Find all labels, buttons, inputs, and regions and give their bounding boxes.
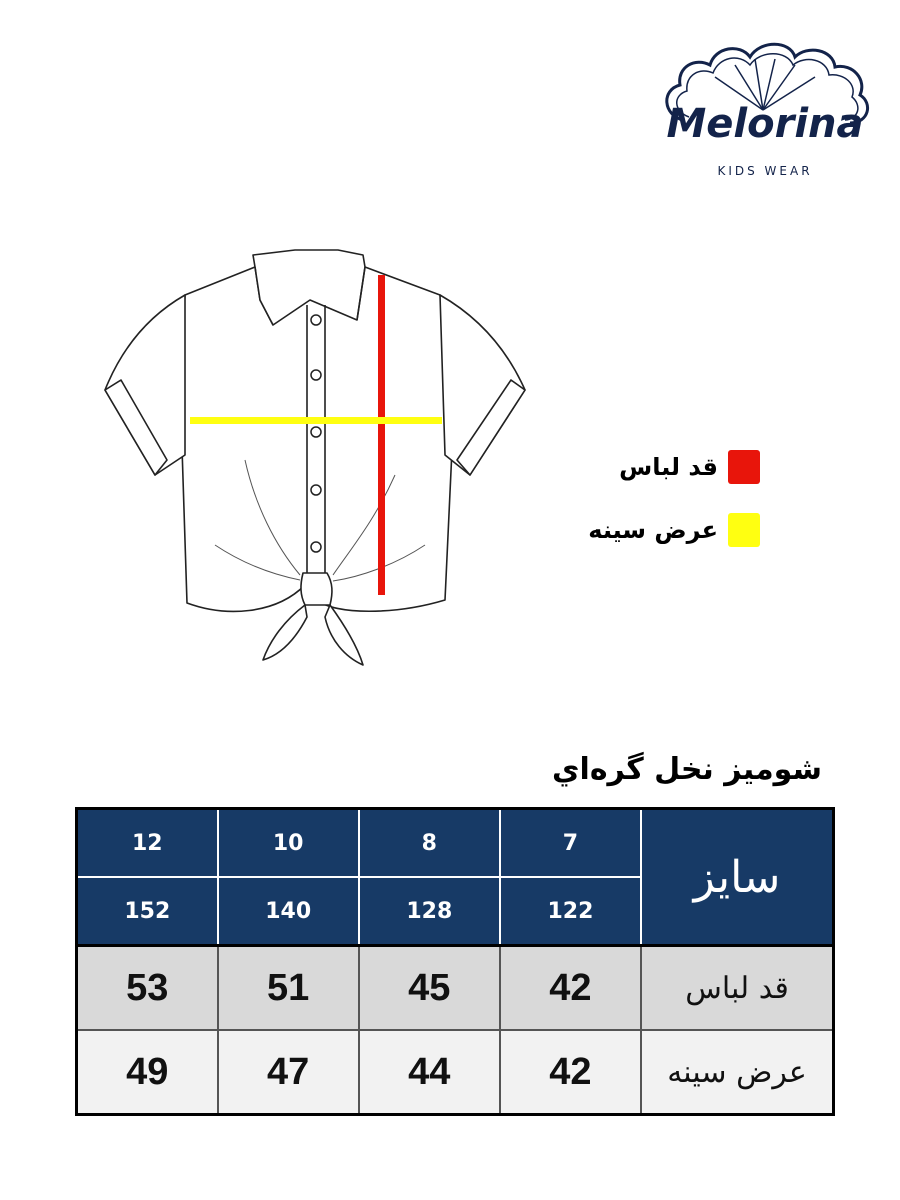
size-cell: 8: [359, 809, 500, 878]
value-cell: 53: [77, 946, 218, 1031]
size-cell: 7: [500, 809, 641, 878]
value-cell: 47: [218, 1030, 359, 1115]
size-cell: 12: [77, 809, 218, 878]
height-cell: 140: [218, 877, 359, 946]
value-cell: 42: [500, 1030, 641, 1115]
value-cell: 44: [359, 1030, 500, 1115]
table-title: شومیز نخل گره‌اي: [552, 752, 822, 787]
shirt-drawing-icon: [95, 245, 540, 675]
brand-tagline: KIDS WEAR: [717, 164, 813, 178]
value-cell: 45: [359, 946, 500, 1031]
legend-item-chest: [588, 513, 760, 547]
table-header-row-sizes: [77, 809, 834, 878]
value-cell: 42: [500, 946, 641, 1031]
melorina-logo-icon: [655, 35, 875, 185]
brand-name: Melorina: [666, 101, 864, 147]
value-cell: 49: [77, 1030, 218, 1115]
table-row-chest: [77, 1030, 834, 1115]
legend-label-length: قد لباس: [619, 453, 718, 481]
row-label-chest: عرض سینه: [641, 1030, 834, 1115]
length-measure-line: [378, 275, 385, 595]
shirt-illustration: [95, 245, 540, 675]
red-swatch-icon: [728, 450, 760, 484]
height-cell: 122: [500, 877, 641, 946]
yellow-swatch-icon: [728, 513, 760, 547]
size-cell: 10: [218, 809, 359, 878]
chest-measure-line: [190, 417, 442, 424]
legend-item-length: [619, 450, 760, 484]
value-cell: 51: [218, 946, 359, 1031]
brand-logo: [655, 35, 875, 185]
legend-label-chest: عرض سینه: [588, 516, 718, 544]
size-header-label: سایز: [641, 809, 834, 946]
height-cell: 152: [77, 877, 218, 946]
height-cell: 128: [359, 877, 500, 946]
row-label-length: قد لباس: [641, 946, 834, 1031]
table-row-length: [77, 946, 834, 1031]
size-table: [75, 807, 835, 1116]
